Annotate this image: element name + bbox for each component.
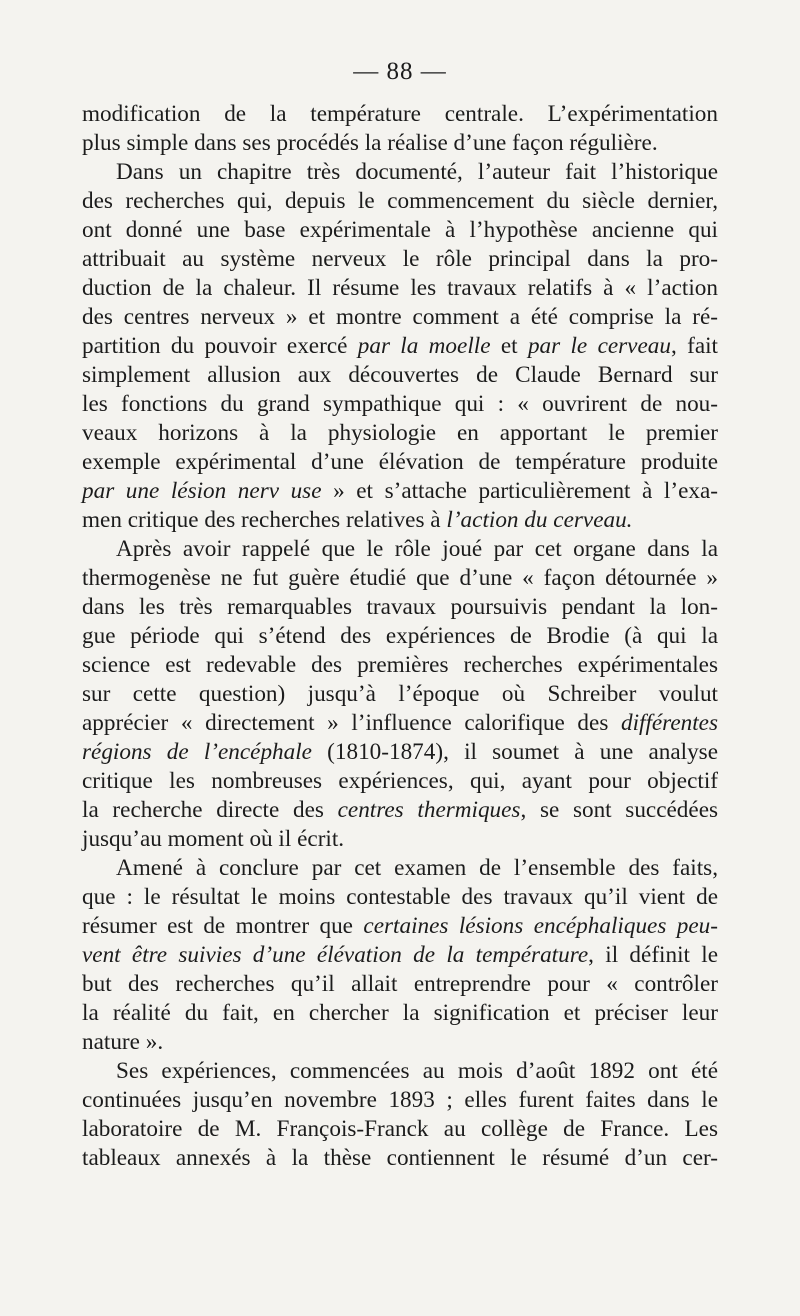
page-number: — 88 — [353, 58, 447, 85]
text-run: gue période qui s’étend des expériences de Brodie (à qui la [82, 623, 718, 649]
italic-text: vent être suivies d’une élévation de la température [82, 942, 589, 968]
text-line [82, 506, 718, 535]
text-run: dans les très remarquables travaux poursuivis pendant la lon- [82, 594, 718, 620]
text-line [82, 1086, 718, 1115]
text-run: des centres nerveux » et montre comment a été comprise la ré- [82, 304, 718, 330]
text-run: Dans un chapitre très documenté, l’auteur fait l’historique [116, 159, 718, 185]
text-line [82, 535, 718, 564]
text-run: critique les nombreuses expériences, qui, ayant pour objectif [82, 768, 718, 794]
text-run: thermogenèse ne fut guère étudié que d’une « façon détournée » [82, 565, 718, 591]
italic-text: certaines lésions encéphaliques peu- [363, 913, 718, 939]
text-run: la réalité du fait, en chercher la signification et préciser leur [82, 1000, 718, 1026]
text-run: (1810-1874), il soumet à une analyse [311, 739, 718, 765]
text-line [82, 941, 718, 970]
text-line [82, 129, 718, 158]
text-line [82, 390, 718, 419]
text-line [82, 419, 718, 448]
text-run: des recherches qui, depuis le commencement du siècle dernier, [82, 188, 718, 214]
text-run: , il définit le [588, 942, 718, 968]
body-text [82, 100, 718, 1173]
text-line [82, 767, 718, 796]
text-line [82, 912, 718, 941]
text-line [82, 999, 718, 1028]
text-run: Ses expériences, commencées au mois d’août 1892 ont été [116, 1058, 718, 1084]
text-line [82, 274, 718, 303]
italic-text: centres thermiques [337, 797, 521, 823]
text-line [82, 216, 718, 245]
text-run: et [490, 333, 528, 359]
text-run: les fonctions du grand sympathique qui : « ouvrirent de nou- [82, 391, 718, 417]
text-line [82, 883, 718, 912]
text-line [82, 187, 718, 216]
text-line [82, 854, 718, 883]
text-line [82, 796, 718, 825]
text-line [82, 1115, 718, 1144]
text-line [82, 303, 718, 332]
text-run: exemple expérimental d’une élévation de température produite [82, 449, 718, 475]
text-line [82, 245, 718, 274]
text-line [82, 1144, 718, 1173]
text-run: sur cette question) jusqu’à l’époque où Schreiber voulut [82, 681, 718, 707]
text-line [82, 651, 718, 680]
text-run: plus simple dans ses procédés la réalise d’une façon régulière. [82, 130, 658, 156]
text-line [82, 738, 718, 767]
text-run: tableaux annexés à la thèse contiennent le résumé d’un cer- [82, 1145, 718, 1171]
italic-text: régions de l’encéphale [82, 739, 312, 765]
text-line [82, 361, 718, 390]
text-run: » et s’attache particulièrement à l’exa- [321, 478, 718, 504]
text-run: attribuait au système nerveux le rôle principal dans la pro- [82, 246, 718, 272]
text-run: veaux horizons à la physiologie en apportant le premier [82, 420, 718, 446]
text-run: science est redevable des premières recherches expérimentales [82, 652, 718, 678]
text-line [82, 1057, 718, 1086]
text-line [82, 564, 718, 593]
text-run: , fait [670, 333, 718, 359]
text-run: but des recherches qu’il allait entreprendre pour « contrôler [82, 971, 718, 997]
text-run: Amené à conclure par cet examen de l’ensemble des faits, [116, 855, 718, 881]
text-run: la recherche directe des [82, 797, 338, 823]
text-line [82, 680, 718, 709]
text-run: laboratoire de M. François-Franck au collège de France. Les [82, 1116, 718, 1142]
text-run: jusqu’au moment où il écrit. [82, 826, 345, 852]
text-run: men critique des recherches relatives à [82, 507, 447, 533]
text-run: simplement allusion aux découvertes de Claude Bernard sur [82, 362, 718, 388]
text-run: nature ». [82, 1029, 164, 1055]
text-line [82, 477, 718, 506]
text-run: duction de la chaleur. Il résume les travaux relatifs à « l’action [82, 275, 718, 301]
text-line [82, 332, 718, 361]
italic-text: l’action du cerveau. [446, 507, 633, 533]
text-run: apprécier « directement » l’influence calorifique des [82, 710, 621, 736]
text-run: , se sont succédées [520, 797, 719, 823]
text-line [82, 158, 718, 187]
text-line [82, 100, 718, 129]
text-run: ont donné une base expérimentale à l’hypothèse ancienne qui [82, 217, 718, 243]
text-run: Après avoir rappelé que le rôle joué par cet organe dans la [116, 536, 718, 562]
text-run: modification de la température centrale. L’expérimentation [82, 101, 718, 127]
text-line [82, 622, 718, 651]
text-line [82, 825, 718, 854]
text-run: résumer est de montrer que [82, 913, 364, 939]
text-run: continuées jusqu’en novembre 1893 ; elles furent faites dans le [82, 1087, 718, 1113]
text-line [82, 593, 718, 622]
italic-text: différentes [620, 710, 718, 736]
text-line [82, 970, 718, 999]
text-run: partition du pouvoir exercé [82, 333, 358, 359]
text-line [82, 1028, 718, 1057]
text-line [82, 448, 718, 477]
italic-text: par la moelle [357, 333, 491, 359]
text-line [82, 709, 718, 738]
italic-text: par une lésion nerv use [82, 478, 322, 504]
italic-text: par le cerveau [527, 333, 671, 359]
text-run: que : le résultat le moins contestable des travaux qu’il vient de [82, 884, 718, 910]
